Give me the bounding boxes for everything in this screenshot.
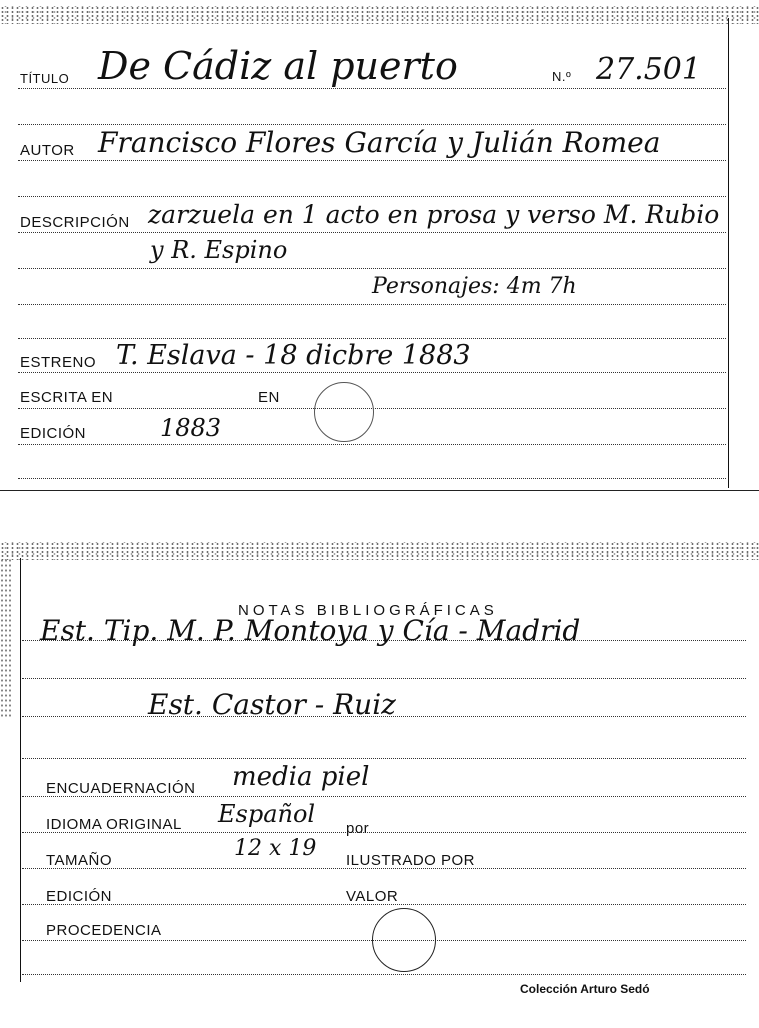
- rule-line: [18, 444, 726, 445]
- handwritten-personajes: Personajes: 4m 7h: [372, 274, 577, 299]
- rule-line: [18, 304, 726, 305]
- en-label: EN: [258, 389, 280, 406]
- torn-edge-top: [0, 6, 759, 24]
- torn-edge-left: [0, 558, 12, 718]
- ilustrado-por-label: ILUSTRADO POR: [346, 852, 476, 869]
- stamp-mark: [372, 908, 436, 972]
- rule-line: [18, 268, 726, 269]
- catalog-card-bottom: [0, 538, 759, 1028]
- rule-line: [22, 678, 746, 679]
- autor-label: AUTOR: [20, 142, 75, 159]
- rule-line: [18, 196, 726, 197]
- rule-line: [22, 758, 746, 759]
- numero-label: N.º: [552, 69, 572, 84]
- rule-line: [18, 232, 726, 233]
- torn-edge-top: [0, 542, 759, 560]
- escrita-en-label: ESCRITA EN: [20, 389, 114, 406]
- rule-line: [18, 478, 726, 479]
- handwritten-descripcion-1: zarzuela en 1 acto en prosa y verso M. Rubio: [148, 200, 720, 229]
- rule-line: [18, 88, 726, 89]
- por-label: por: [346, 820, 370, 837]
- collection-credit: Colección Arturo Sedó: [520, 982, 650, 996]
- handwritten-autor: Francisco Flores García y Julián Romea: [98, 126, 661, 159]
- handwritten-estreno: T. Eslava - 18 dicbre 1883: [116, 340, 471, 371]
- handwritten-descripcion-2: y R. Espino: [150, 236, 288, 264]
- estreno-label: ESTRENO: [20, 354, 97, 371]
- stamp-mark: [314, 382, 374, 442]
- card-right-border: [728, 18, 729, 488]
- handwritten-encuadernacion: media piel: [232, 762, 370, 792]
- card-left-border: [20, 558, 21, 982]
- handwritten-numero: 27.501: [596, 52, 701, 87]
- procedencia-label: PROCEDENCIA: [46, 922, 162, 939]
- tamano-label: TAMAÑO: [46, 852, 113, 869]
- edicion-label: EDICIÓN: [20, 425, 87, 442]
- descripcion-label: DESCRIPCIÓN: [20, 214, 130, 231]
- handwritten-titulo: De Cádiz al puerto: [98, 44, 458, 88]
- catalog-card-top: [0, 0, 759, 500]
- idioma-original-label: IDIOMA ORIGINAL: [46, 816, 182, 833]
- handwritten-idioma: Español: [218, 800, 316, 828]
- titulo-label: TÍTULO: [20, 71, 70, 86]
- encuadernacion-label: ENCUADERNACIÓN: [46, 780, 196, 797]
- rule-line: [22, 974, 746, 975]
- rule-line: [18, 372, 726, 373]
- handwritten-notas-2: Est. Castor - Ruiz: [148, 688, 396, 721]
- rule-line: [18, 338, 726, 339]
- handwritten-edicion: 1883: [160, 414, 222, 442]
- valor-label: VALOR: [346, 888, 399, 905]
- notas-bibliograficas-heading: NOTAS BIBLIOGRÁFICAS: [238, 602, 498, 619]
- rule-line: [18, 160, 726, 161]
- edicion-label: EDICIÓN: [46, 888, 113, 905]
- handwritten-notas-1: Est. Tip. M. P. Montoya y Cía - Madrid: [40, 614, 581, 647]
- handwritten-tamano: 12 x 19: [234, 836, 317, 861]
- rule-line: [18, 124, 726, 125]
- card-bottom-border: [0, 490, 759, 491]
